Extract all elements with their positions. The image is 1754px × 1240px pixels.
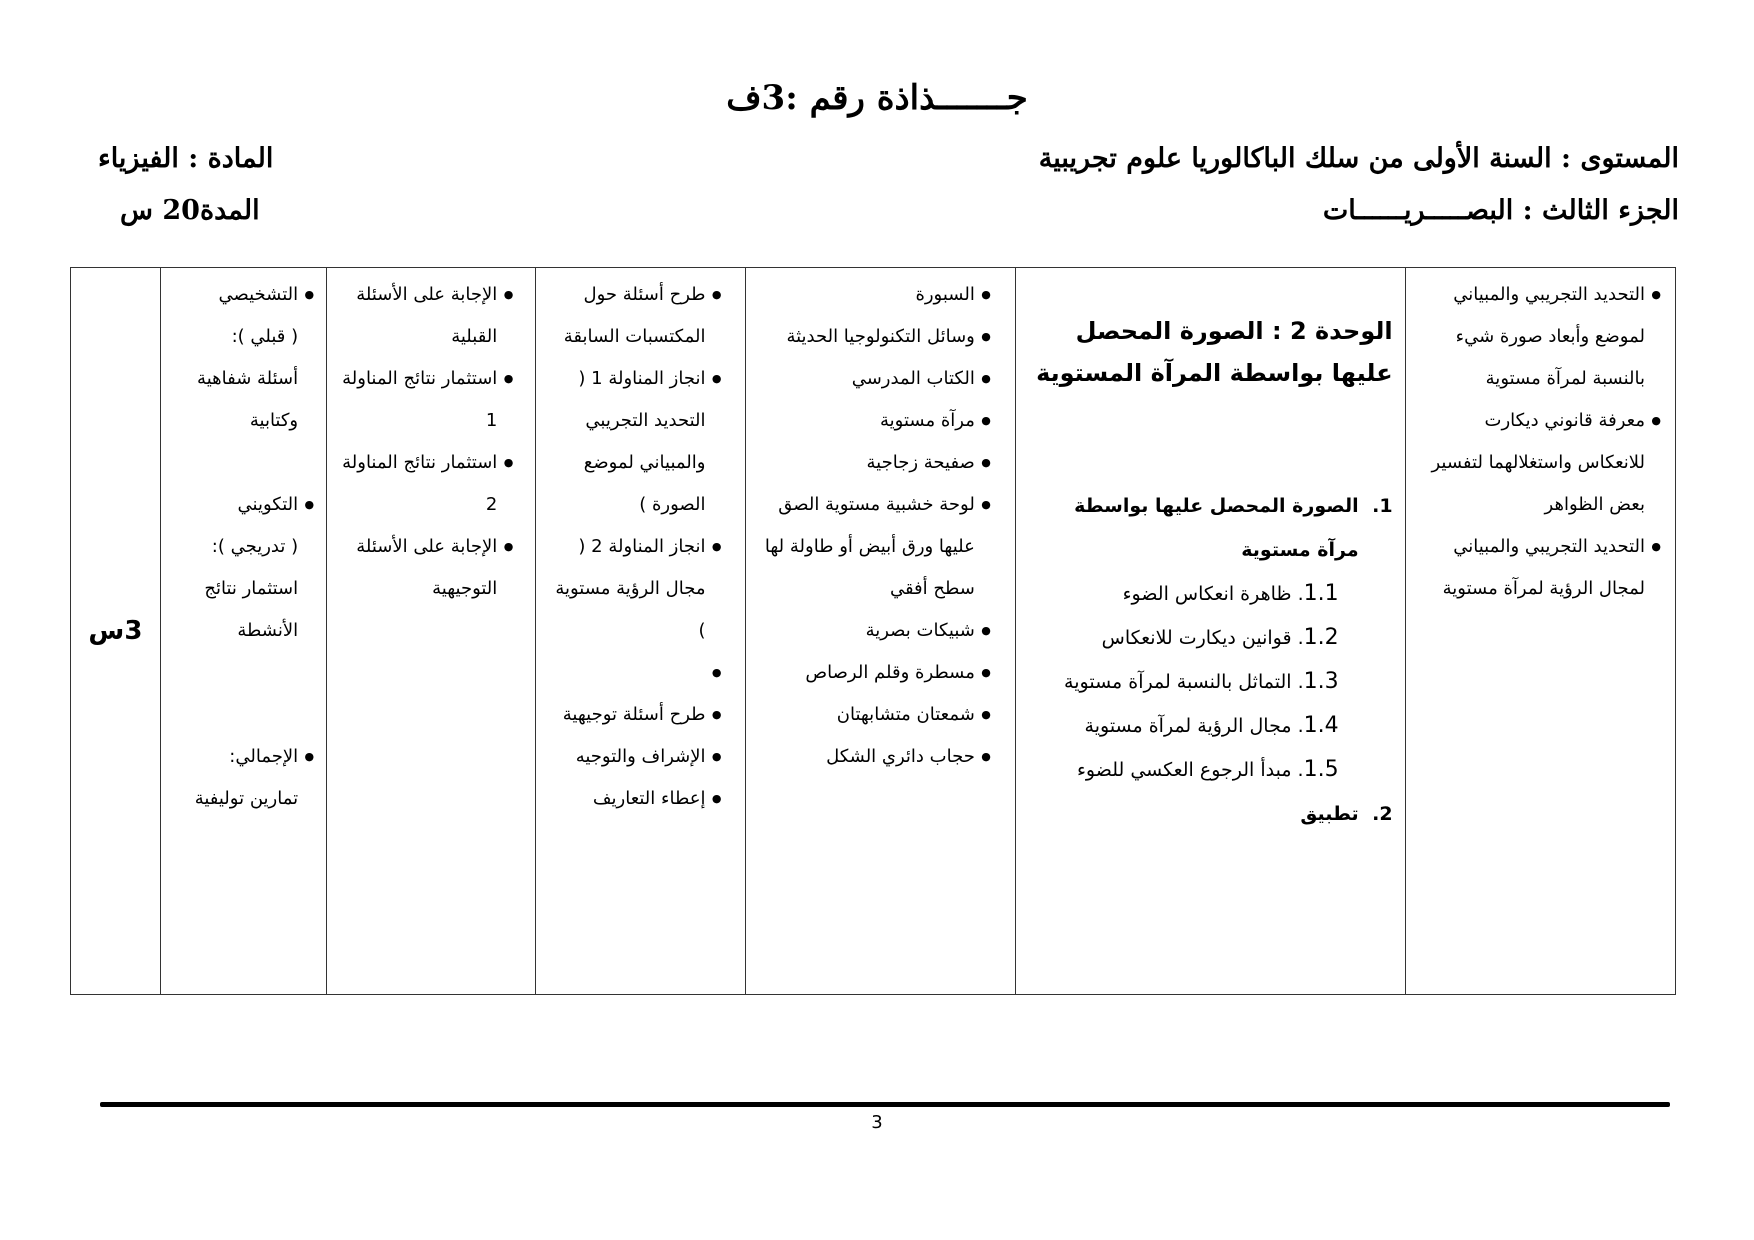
duration-cell xyxy=(71,268,161,995)
teacher-activity-item: ● انجاز المناولة 1 ( التحديد التجريبي والمبياني لموضع الصورة ) xyxy=(546,358,721,526)
material-item: ● وسائل التكنولوجيا الحديثة xyxy=(756,316,990,358)
subsection-item: 1.3. التماثل بالنسبة لمرآة مستوية xyxy=(1064,669,1339,694)
teacher-activity-item: ● طرح أسئلة حول المكتسبات السابقة xyxy=(546,274,721,358)
subject-label: المادة : الفيزياء xyxy=(98,143,274,174)
material-item: ● الكتاب المدرسي xyxy=(756,358,990,400)
section-title: الصورة المحصل عليها بواسطة مرآة مستوية xyxy=(1074,495,1359,561)
level-label: المستوى : السنة الأولى من سلك الباكالوريا علوم تجريبية xyxy=(1038,143,1679,174)
teacher-activity-item xyxy=(546,652,721,694)
evaluation-summative: ● الإجمالي: تمارين توليفية xyxy=(171,736,314,820)
section-item xyxy=(1036,484,1393,792)
learner-activity-item: ● الإجابة على الأسئلة القبلية xyxy=(337,274,513,358)
evaluation-cell xyxy=(160,268,326,995)
objective-item: ● معرفة قانوني ديكارت للانعكاس واستغلالهما لتفسير بعض الظواهر xyxy=(1416,400,1661,526)
section-list xyxy=(1036,484,1393,836)
material-item: ● صفيحة زجاجية xyxy=(756,442,990,484)
material-item: ● شمعتان متشابهتان xyxy=(756,694,990,736)
teacher-activity-item: ● انجاز المناولة 2 ( مجال الرؤية مستوية ) xyxy=(546,526,721,652)
learner-activities-cell xyxy=(327,268,536,995)
subsection-item: 1.4. مجال الرؤية لمرآة مستوية xyxy=(1084,713,1339,738)
footer-divider xyxy=(100,1102,1670,1107)
evaluation-diagnostic: ● التشخيصي ( قبلي ): أسئلة شفاهية وكتابية xyxy=(171,274,314,442)
learner-activity-item: ● استثمار نتائج المناولة 1 xyxy=(337,358,513,442)
page-title: جـــــــذاذة رقم :3ف xyxy=(726,78,1028,118)
materials-cell xyxy=(746,268,1015,995)
subsection-item: 1.1. ظاهرة انعكاس الضوء xyxy=(1122,581,1339,606)
section-number: 2. xyxy=(1372,803,1393,825)
material-item: ● حجاب دائري الشكل xyxy=(756,736,990,778)
duration-label: المدة20 س xyxy=(120,195,260,226)
section-title: تطبيق xyxy=(1300,803,1359,825)
content-cell xyxy=(1015,268,1405,995)
section-item xyxy=(1036,792,1393,836)
section-number: 1. xyxy=(1372,495,1393,517)
material-item: ● مسطرة وقلم الرصاص xyxy=(756,652,990,694)
subsection-item: 1.5. مبدأ الرجوع العكسي للضوء xyxy=(1076,757,1339,782)
teacher-activity-item: ● إعطاء التعاريف xyxy=(546,778,721,820)
learner-activity-item: ● استثمار نتائج المناولة 2 xyxy=(337,442,513,526)
part-label: الجزء الثالث : البصـــــريــــــات xyxy=(1322,195,1679,226)
teacher-activities-cell xyxy=(536,268,746,995)
material-item: ● لوحة خشبية مستوية الصق عليها ورق أبيض أو طاولة لها سطح أفقي xyxy=(756,484,990,610)
unit-title: الوحدة 2 : الصورة المحصل عليها بواسطة المرآة المستوية xyxy=(1036,317,1393,387)
session-duration: 3س xyxy=(88,616,143,646)
material-item: ● السبورة xyxy=(756,274,990,316)
material-item: ● شبيكات بصرية xyxy=(756,610,990,652)
subsection-item: 1.2. قوانين ديكارت للانعكاس xyxy=(1101,625,1339,650)
teacher-activity-item: ● الإشراف والتوجيه xyxy=(546,736,721,778)
page-number: 3 xyxy=(871,1112,883,1133)
lesson-plan-table xyxy=(70,267,1676,995)
objective-item: ● التحديد التجريبي والمبياني لموضع وأبعاد صورة شيء بالنسبة لمرآة مستوية xyxy=(1416,274,1661,400)
material-item: ● مرآة مستوية xyxy=(756,400,990,442)
objectives-cell xyxy=(1405,268,1675,995)
evaluation-formative: ● التكويني ( تدريجي ): استثمار نتائج الأنشطة xyxy=(171,484,314,652)
objective-item: ● التحديد التجريبي والمبياني لمجال الرؤية لمرآة مستوية xyxy=(1416,526,1661,610)
learner-activity-item: ● الإجابة على الأسئلة التوجيهية xyxy=(337,526,513,610)
teacher-activity-item: ● طرح أسئلة توجيهية xyxy=(546,694,721,736)
